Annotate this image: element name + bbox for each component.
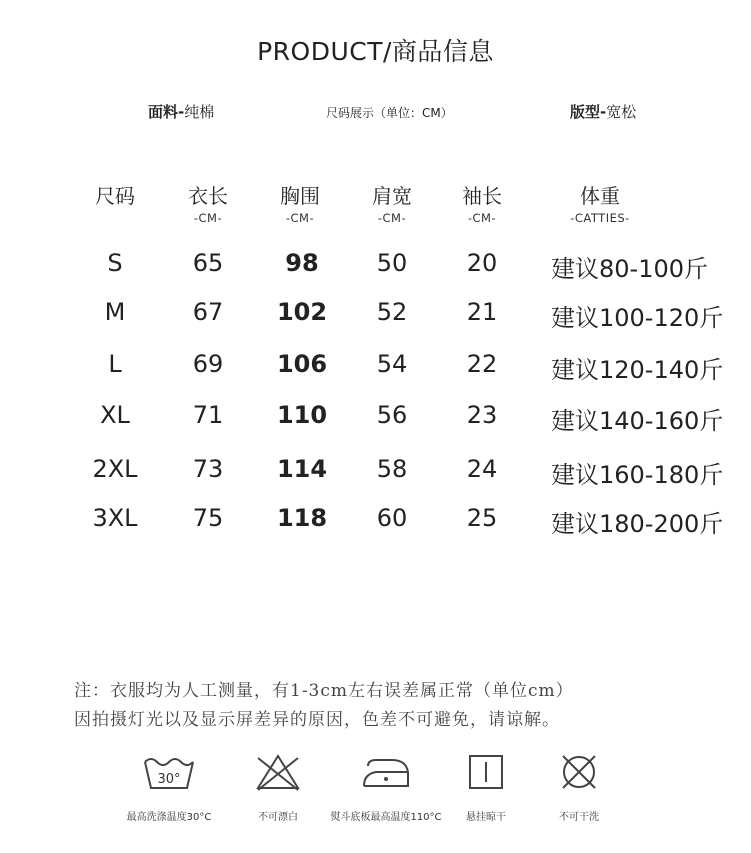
care-label-iron: 熨斗底板最高温度110°C [330, 812, 442, 823]
measurement-note: 注：衣服均为人工测量，有1-3cm左右误差属正常（单位cm） [74, 681, 574, 701]
unit-weight: -CATTIES- [570, 211, 630, 225]
cell-shoulder: 54 [376, 350, 408, 378]
page-title: PRODUCT/商品信息 [257, 37, 494, 66]
fabric-value: 纯棉 [184, 103, 215, 121]
cell-shoulder: 52 [376, 298, 408, 326]
header-sleeve: 袖长 [462, 184, 502, 208]
unit-chest: -CM- [285, 211, 315, 225]
wash-temperature-text: 30° [157, 772, 181, 787]
no-dry-clean-icon [519, 750, 639, 794]
cell-sleeve: 20 [466, 249, 498, 277]
fit-info [570, 101, 636, 122]
fabric-separator: - [178, 103, 185, 121]
cell-weight: 建议160-180斤 [551, 461, 724, 489]
cell-weight: 建议180-200斤 [551, 510, 724, 538]
cell-length: 71 [192, 401, 224, 429]
cell-chest: 110 [276, 401, 328, 429]
cell-sleeve: 25 [466, 504, 498, 532]
cell-weight: 建议140-160斤 [551, 407, 724, 435]
cell-length: 73 [192, 455, 224, 483]
fabric-label: 面料 [148, 103, 179, 121]
header-size: 尺码 [95, 184, 135, 208]
cell-size: L [108, 350, 122, 378]
cell-chest: 118 [276, 504, 328, 532]
care-label-bleach: 不可漂白 [258, 812, 298, 823]
fit-label: 版型 [570, 103, 601, 121]
color-note: 因拍摄灯光以及显示屏差异的原因，色差不可避免，请谅解。 [74, 710, 560, 730]
cell-sleeve: 22 [466, 350, 498, 378]
fabric-info [148, 101, 214, 122]
cell-weight: 建议100-120斤 [551, 304, 724, 332]
cell-size: 3XL [92, 504, 138, 532]
cell-length: 75 [192, 504, 224, 532]
cell-chest: 98 [285, 249, 319, 277]
cell-size: XL [100, 401, 130, 429]
no-bleach-icon [218, 750, 338, 794]
unit-length: -CM- [193, 211, 223, 225]
cell-sleeve: 21 [466, 298, 498, 326]
cell-length: 69 [192, 350, 224, 378]
fit-separator: - [600, 103, 607, 121]
care-label-hang: 悬挂晾干 [466, 812, 506, 823]
cell-shoulder: 60 [376, 504, 408, 532]
cell-size: M [104, 298, 126, 326]
unit-sleeve: -CM- [467, 211, 497, 225]
cell-size: S [107, 249, 123, 277]
size-note: 尺码展示（单位：CM） [326, 106, 453, 120]
wash-30-icon [109, 750, 229, 794]
cell-shoulder: 56 [376, 401, 408, 429]
cell-length: 65 [192, 249, 224, 277]
header-chest: 胸围 [280, 184, 320, 208]
cell-sleeve: 23 [466, 401, 498, 429]
cell-chest: 106 [276, 350, 328, 378]
cell-chest: 102 [276, 298, 328, 326]
header-weight: 体重 [580, 184, 620, 208]
cell-size: 2XL [92, 455, 138, 483]
header-length: 衣长 [188, 184, 228, 208]
unit-shoulder: -CM- [377, 211, 407, 225]
cell-sleeve: 24 [466, 455, 498, 483]
cell-shoulder: 50 [376, 249, 408, 277]
header-shoulder: 肩宽 [372, 184, 412, 208]
care-label-wash: 最高洗涤温度30°C [126, 812, 212, 823]
cell-weight: 建议80-100斤 [551, 255, 709, 283]
cell-chest: 114 [276, 455, 328, 483]
fit-value: 宽松 [606, 103, 637, 121]
cell-shoulder: 58 [376, 455, 408, 483]
cell-weight: 建议120-140斤 [551, 356, 724, 384]
cell-length: 67 [192, 298, 224, 326]
care-label-dryclean: 不可干洗 [559, 812, 599, 823]
